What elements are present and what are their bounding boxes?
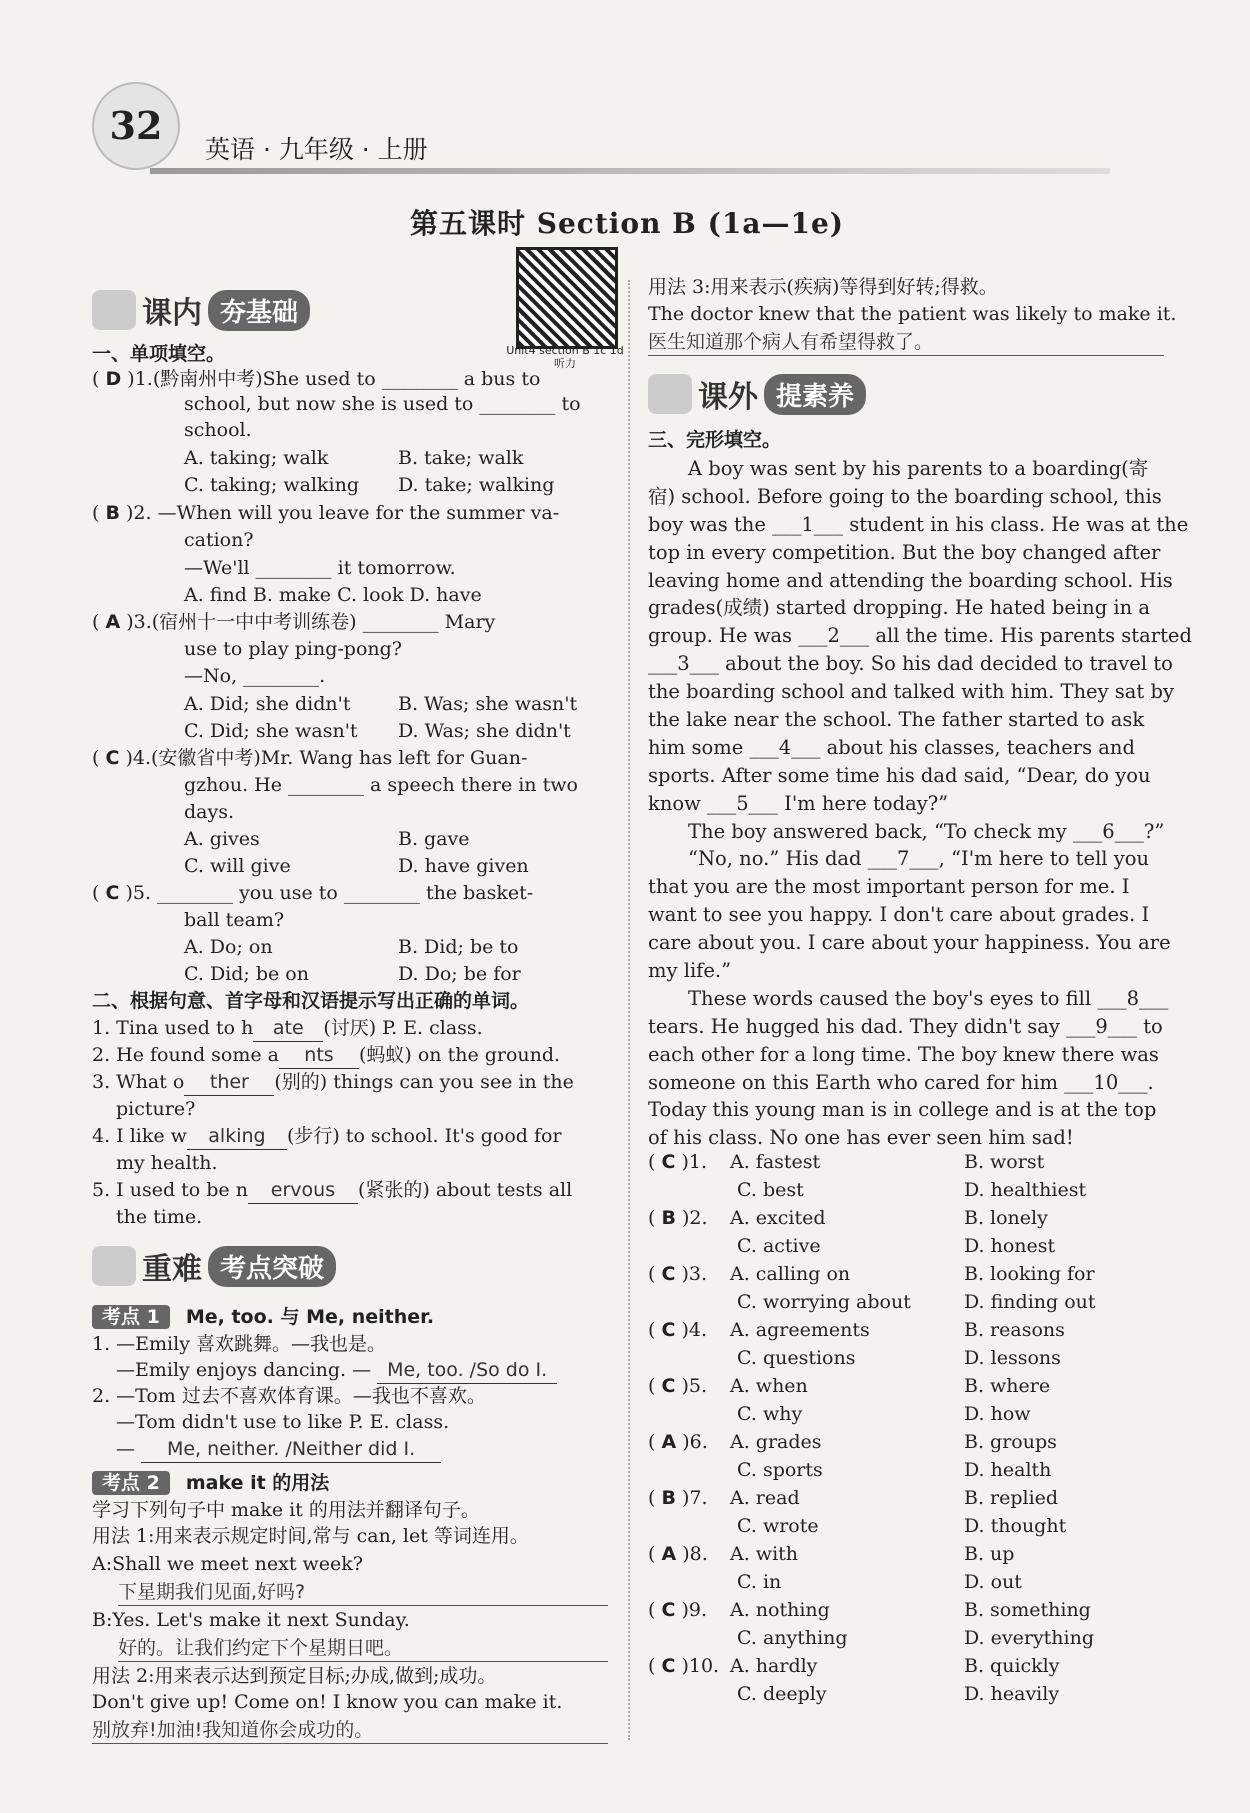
choice-option-c: C. why [737, 1403, 803, 1425]
choice-option-d: D. healthiest [964, 1179, 1087, 1201]
word-item-2: 2. He found some a nts (蚂蚁) on the ground. [92, 1043, 560, 1069]
passage-line: the boarding school and talked with him. They sat by [648, 680, 1174, 704]
word-item-5-cont: the time. [116, 1206, 203, 1228]
choice-option-a: A. agreements [730, 1319, 870, 1341]
q3-row: ( A )3.(宿州十一中中考训练卷) ________ Mary [92, 611, 496, 633]
q4-answer: C [105, 747, 120, 769]
usage3-handwritten: 医生知道那个病人有希望得救了。 [648, 330, 1164, 356]
choice-option-b: B. groups [964, 1431, 1057, 1453]
choice-option-d: D. out [964, 1571, 1022, 1593]
badge-keypoints-pill: 考点突破 [208, 1246, 336, 1287]
passage-line: leaving home and attending the boarding school. His [648, 568, 1173, 592]
badge-basics [92, 290, 310, 330]
kd1-line-5: — Me, neither. /Neither did I. [116, 1437, 441, 1463]
passage-line: know ___5___ I'm here today?” [648, 791, 949, 815]
passage-line: A boy was sent by his parents to a boarding(寄 [688, 457, 1149, 480]
q1-stem: )1.(黔南州中考)She used to ________ a bus to [127, 368, 541, 390]
choice-option-b: B. reasons [964, 1319, 1065, 1341]
choice-row: ( A )6. A. grades B. groups [648, 1431, 1057, 1453]
passage-line: The boy answered back, “To check my ___6___?” [688, 819, 1165, 843]
kd1-answer-2: Me, neither. /Neither did I. [141, 1437, 441, 1463]
choice-row-2 [648, 1402, 1168, 1430]
q2-stem-3: —We'll ________ it tomorrow. [184, 557, 456, 579]
choice-option-d: D. lessons [964, 1347, 1061, 1369]
page-number: 32 [92, 82, 180, 170]
choice-option-c: C. questions [737, 1347, 856, 1369]
cloze-passage [648, 455, 1192, 1152]
kd2-handwritten-2: 好的。让我们约定下个星期日吧。 [118, 1636, 608, 1662]
choice-option-c: C. anything [737, 1627, 848, 1649]
usage3-title: 用法 3:用来表示(疾病)等得到好转;得救。 [648, 276, 998, 298]
q4-option-c: C. will give [184, 855, 291, 877]
choice-answer: B [661, 1487, 676, 1509]
choice-option-b: B. where [964, 1375, 1051, 1397]
kd2-line-6: Don't give up! Come on! I know you can make it. [92, 1691, 563, 1713]
passage-line: Today this young man is in college and is at the top [648, 1098, 1157, 1122]
passage-line: sports. After some time his dad said, “Dear, do you [648, 763, 1151, 787]
choice-option-d: D. health [964, 1459, 1052, 1481]
kd1-line-1: 1. —Emily 喜欢跳舞。—我也是。 [92, 1333, 386, 1355]
q5-answer: C [105, 882, 120, 904]
keypoint-1-heading: 考点 1 Me, too. 与 Me, neither. [92, 1302, 434, 1329]
kd2-handwritten-3: 别放弃!加油!我知道你会成功的。 [92, 1718, 608, 1744]
word-answer-3: ther [184, 1070, 274, 1096]
choice-option-b: B. up [964, 1543, 1015, 1565]
word-item-4: 4. I like w alking (步行) to school. It's good for [92, 1124, 562, 1150]
choice-row: ( C )1. A. fastest B. worst [648, 1151, 1045, 1173]
badge-keypoints [92, 1246, 336, 1286]
column-divider [628, 280, 630, 1740]
q4-row: ( C )4.(安徽省中考)Mr. Wang has left for Guan- [92, 747, 528, 769]
q2-row: ( B )2. —When will you leave for the summer va- [92, 502, 560, 524]
choice-row-2 [648, 1178, 1168, 1206]
passage-line: “No, no.” His dad ___7___, “I'm here to tell you [688, 847, 1150, 871]
kd1-answer-1: Me, too. /So do I. [377, 1358, 557, 1384]
word-item-4-cont: my health. [116, 1152, 218, 1174]
q5-stem: )5. ________ you use to ________ the basket- [125, 882, 534, 904]
q1-row: ( D )1.(黔南州中考)She used to ________ a bus to [92, 368, 541, 390]
choice-option-c: C. in [737, 1571, 782, 1593]
choice-row: ( B )2. A. excited B. lonely [648, 1207, 1048, 1229]
word-answer-1: ate [253, 1016, 323, 1042]
choice-answer: C [661, 1375, 676, 1397]
q3-option-c: C. Did; she wasn't [184, 720, 358, 742]
passage-line: care about you. I care about your happiness. You are [648, 931, 1171, 955]
choice-option-d: D. everything [964, 1627, 1095, 1649]
header-rule [150, 168, 1110, 174]
choice-row-2 [648, 1682, 1168, 1710]
choice-option-c: C. worrying about [737, 1291, 911, 1313]
q1-option-b: B. take; walk [398, 447, 524, 469]
passage-line: These words caused the boy's eyes to fill ___8___ [688, 986, 1169, 1010]
choice-option-b: B. looking for [964, 1263, 1095, 1285]
lamp-icon [92, 290, 136, 330]
cloze-choices [648, 1150, 1168, 1710]
passage-line: him some ___4___ about his classes, teachers and [648, 735, 1135, 759]
kd2-line-1: 学习下列句子中 make it 的用法并翻译句子。 [92, 1499, 480, 1521]
q4-option-d: D. have given [398, 855, 529, 877]
choice-option-d: D. finding out [964, 1291, 1096, 1313]
kd1-line-4: —Tom didn't use to like P. E. class. [116, 1411, 450, 1433]
word-item-1: 1. Tina used to h ate (讨厌) P. E. class. [92, 1016, 483, 1042]
word-item-5: 5. I used to be n ervous (紧张的) about tests all [92, 1178, 572, 1204]
passage-line: top in every competition. But the boy changed after [648, 540, 1161, 564]
choice-option-c: C. sports [737, 1459, 823, 1481]
choice-row: ( C )5. A. when B. where [648, 1375, 1051, 1397]
choice-row-2 [648, 1234, 1168, 1262]
q5-option-a: A. Do; on [184, 936, 273, 958]
section-title: 第五课时 Section B (1a—1e) [410, 207, 845, 240]
part1-title: 一、单项填空。 [92, 343, 226, 365]
choice-option-d: D. thought [964, 1515, 1067, 1537]
choice-option-c: C. deeply [737, 1683, 827, 1705]
q4-option-a: A. gives [184, 828, 260, 850]
qr-code-icon[interactable] [516, 247, 618, 349]
choice-option-a: A. with [730, 1543, 799, 1565]
badge-extension-label: 课外 [698, 380, 758, 415]
choice-option-d: D. heavily [964, 1683, 1060, 1705]
q2-options: A. find B. make C. look D. have [184, 584, 482, 606]
q3-option-a: A. Did; she didn't [184, 693, 351, 715]
part3-title: 三、完形填空。 [648, 429, 782, 451]
q4-option-b: B. gave [398, 828, 470, 850]
choice-option-d: D. how [964, 1403, 1031, 1425]
passage-line: the lake near the school. The father started to ask [648, 708, 1145, 732]
choice-option-a: A. nothing [730, 1599, 830, 1621]
choice-option-d: D. honest [964, 1235, 1056, 1257]
kd1-line-3: 2. —Tom 过去不喜欢体育课。—我也不喜欢。 [92, 1385, 486, 1407]
choice-row-2 [648, 1626, 1168, 1654]
choice-answer: C [661, 1599, 676, 1621]
qr-caption: Unit4 section B 1c 1d 听力 [506, 344, 624, 370]
backpack-icon [92, 1246, 136, 1286]
passage-line: boy was the ___1___ student in his class. He was at the [648, 512, 1189, 536]
q3-option-b: B. Was; she wasn't [398, 693, 578, 715]
q5-option-b: B. Did; be to [398, 936, 519, 958]
q1-option-d: D. take; walking [398, 474, 555, 496]
choice-answer: A [661, 1431, 677, 1453]
part2-title: 二、根据句意、首字母和汉语提示写出正确的单词。 [92, 990, 530, 1012]
passage-line: want to see you happy. I don't care about grades. I [648, 903, 1150, 927]
q1-answer: D [105, 368, 122, 390]
choice-option-b: B. quickly [964, 1655, 1060, 1677]
choice-answer: A [661, 1543, 677, 1565]
passage-line: group. He was ___2___ all the time. His parents started [648, 624, 1192, 648]
choice-row-2 [648, 1570, 1168, 1598]
q4-stem-3: days. [184, 801, 235, 823]
passage-line: my life.” [648, 959, 732, 983]
q5-option-c: C. Did; be on [184, 963, 309, 985]
q1-option-a: A. taking; walk [184, 447, 329, 469]
choice-answer: B [661, 1207, 676, 1229]
kd2-line-2: 用法 1:用来表示规定时间,常与 can, let 等词连用。 [92, 1525, 529, 1547]
q3-stem-2: use to play ping-pong? [184, 638, 402, 660]
q1-stem-3: school. [184, 419, 252, 441]
word-answer-4: alking [187, 1124, 287, 1150]
q4-stem-2: gzhou. He ________ a speech there in two [184, 774, 578, 796]
usage3-sentence: The doctor knew that the patient was likely to make it. [648, 303, 1177, 325]
choice-option-a: A. read [730, 1487, 800, 1509]
choice-option-c: C. best [737, 1179, 804, 1201]
q2-stem-2: cation? [184, 529, 254, 551]
passage-line: of his class. No one has ever seen him sad! [648, 1126, 1074, 1150]
word-item-3-cont: picture? [116, 1098, 196, 1120]
passage-line: that you are the most important person for me. I [648, 875, 1130, 899]
choice-option-a: A. grades [730, 1431, 822, 1453]
passage-line: each other for a long time. The boy knew there was [648, 1042, 1159, 1066]
word-item-3: 3. What o ther (别的) things can you see in the [92, 1070, 574, 1096]
choice-answer: C [661, 1655, 676, 1677]
q1-option-c: C. taking; walking [184, 474, 359, 496]
choice-option-a: A. fastest [730, 1151, 821, 1173]
choice-option-a: A. excited [730, 1207, 826, 1229]
word-answer-5: ervous [248, 1178, 358, 1204]
keypoint-2-heading: 考点 2 make it 的用法 [92, 1468, 329, 1495]
choice-row: ( C )10. A. hardly B. quickly [648, 1655, 1060, 1677]
choice-answer: C [661, 1151, 676, 1173]
badge-extension [648, 374, 866, 414]
word-answer-2: nts [279, 1043, 359, 1069]
choice-row-2 [648, 1290, 1168, 1318]
choice-row-2 [648, 1346, 1168, 1374]
kd2-line-3: A:Shall we meet next week? [92, 1553, 363, 1575]
badge-keypoints-label: 重难 [142, 1252, 202, 1287]
q3-stem: )3.(宿州十一中中考训练卷) ________ Mary [126, 611, 496, 633]
passage-line: 宿) school. Before going to the boarding school, this [648, 484, 1162, 508]
kd2-line-5: 用法 2:用来表示达到预定目标;办成,做到;成功。 [92, 1665, 497, 1687]
q2-answer: B [105, 502, 120, 524]
choice-option-a: A. hardly [730, 1655, 818, 1677]
q5-option-d: D. Do; be for [398, 963, 521, 985]
choice-option-a: A. calling on [730, 1263, 851, 1285]
badge-basics-label: 课内 [142, 296, 202, 331]
choice-option-a: A. when [730, 1375, 808, 1397]
passage-line: tears. He hugged his dad. They didn't say ___9___ to [648, 1014, 1163, 1038]
q3-stem-3: —No, ________. [184, 665, 326, 687]
passage-line: grades(成绩) started dropping. He hated being in a [648, 596, 1151, 620]
q5-stem-2: ball team? [184, 909, 285, 931]
choice-option-c: C. wrote [737, 1515, 819, 1537]
q3-option-d: D. Was; she didn't [398, 720, 571, 742]
passage-line: someone on this Earth who cared for him ___10___. [648, 1070, 1154, 1094]
choice-option-b: B. lonely [964, 1207, 1048, 1229]
choice-answer: C [661, 1263, 676, 1285]
choice-row: ( C )4. A. agreements B. reasons [648, 1319, 1065, 1341]
choice-option-b: B. worst [964, 1151, 1045, 1173]
choice-option-b: B. replied [964, 1487, 1059, 1509]
choice-row: ( B )7. A. read B. replied [648, 1487, 1059, 1509]
kd1-line-2: —Emily enjoys dancing. — Me, too. /So do I. [116, 1358, 557, 1384]
choice-row: ( C )3. A. calling on B. looking for [648, 1263, 1095, 1285]
q1-stem-2: school, but now she is used to ________ to [184, 393, 581, 415]
choice-row-2 [648, 1458, 1168, 1486]
q2-stem: )2. —When will you leave for the summer va- [125, 502, 560, 524]
q3-answer: A [105, 611, 121, 633]
choice-option-c: C. active [737, 1235, 821, 1257]
badge-basics-pill: 夯基础 [208, 290, 310, 331]
globe-icon [648, 374, 692, 414]
choice-row-2 [648, 1514, 1168, 1542]
choice-answer: C [661, 1319, 676, 1341]
book-title: 英语 · 九年级 · 上册 [205, 135, 428, 164]
kd2-line-4: B:Yes. Let's make it next Sunday. [92, 1609, 410, 1631]
q5-row: ( C )5. ________ you use to ________ the basket- [92, 882, 534, 904]
choice-row: ( C )9. A. nothing B. something [648, 1599, 1091, 1621]
passage-line: ___3___ about the boy. So his dad decided to travel to [648, 652, 1173, 676]
choice-option-b: B. something [964, 1599, 1091, 1621]
choice-row: ( A )8. A. with B. up [648, 1543, 1015, 1565]
badge-extension-pill: 提素养 [764, 374, 866, 415]
kd2-handwritten-1: 下星期我们见面,好吗? [118, 1580, 608, 1606]
q4-stem: )4.(安徽省中考)Mr. Wang has left for Guan- [125, 747, 528, 769]
